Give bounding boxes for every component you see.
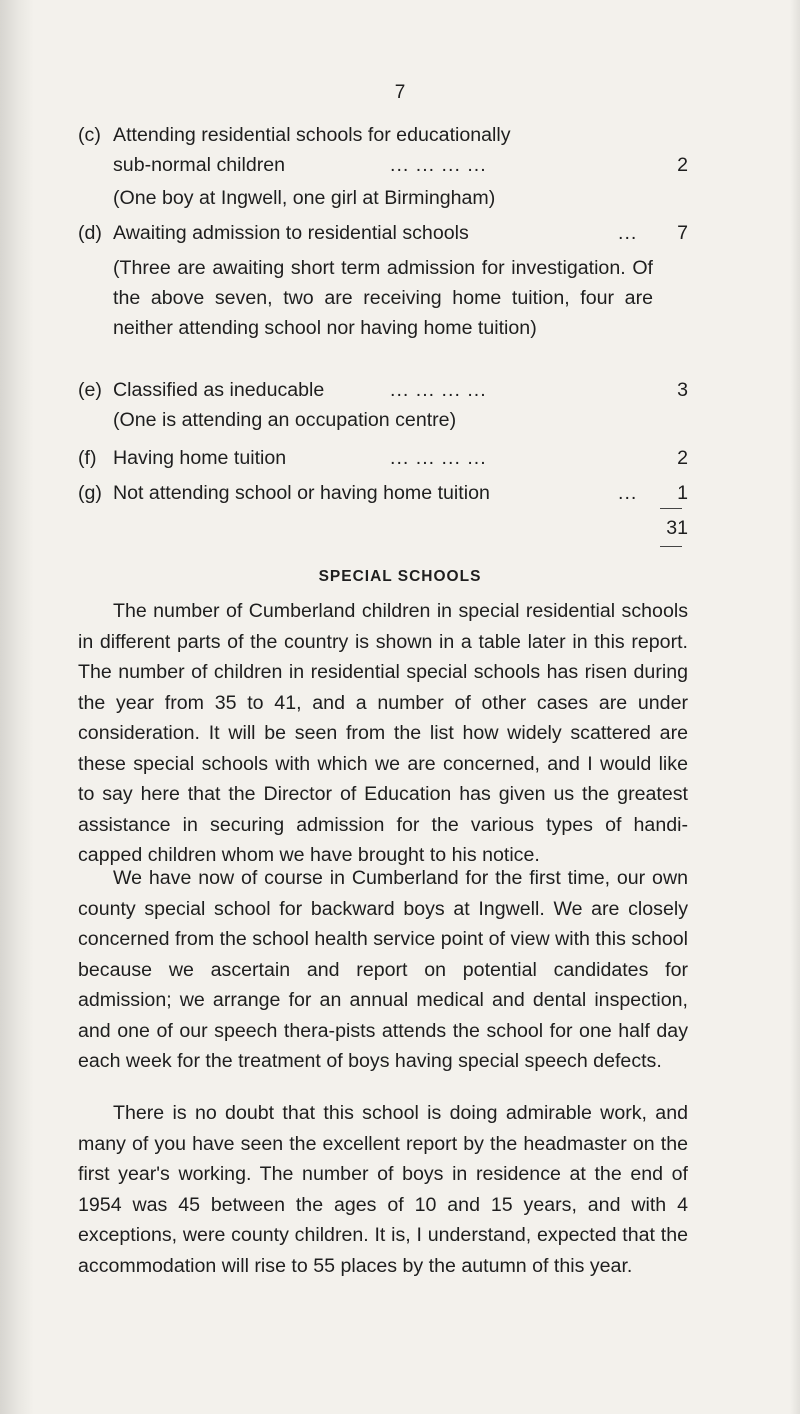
list-item-c: [78, 120, 688, 180]
page-edge-shadow-right: [790, 0, 800, 1414]
item-label: Attending residential schools for educationally: [113, 124, 511, 146]
list-item-f: [78, 443, 688, 473]
item-label: Classified as ineducable: [113, 379, 325, 401]
item-letter: (d): [78, 222, 102, 244]
leader-dots: ... ... ... ...: [390, 379, 487, 401]
paragraph: We have now of course in Cumberland for the first time, our own county special school for backward boys at Ingwell. We are closely concerned from the school health service point of view with this school because we ascertain and report on potential candidates for admission; we arrange for an annual medical and dental inspection, and one of our speech thera-pists attends the school for one half day each week for the treatment of boys having special speech defects.: [78, 867, 688, 1072]
total-rule-bottom: [660, 546, 682, 547]
list-item-g: [78, 478, 688, 508]
item-label-continued: sub-normal children: [113, 154, 286, 176]
paragraph: There is no doubt that this school is doing admirable work, and many of you have seen the excellent report by the headmaster on the first year's working. The number of boys in residence at the end of 1954 was 45 between the ages of 10 and 15 years, and with 4 exceptions, were county children. It is, I understand, expected that the accommodation will rise to 55 places by the autumn of this year.: [78, 1102, 688, 1277]
item-count: 2: [677, 447, 688, 469]
total-rule-top: [660, 508, 682, 509]
item-count: 3: [677, 379, 688, 401]
item-letter: (e): [78, 379, 102, 401]
item-note: (One boy at Ingwell, one girl at Birmingham): [113, 187, 496, 209]
item-count: 7: [677, 222, 688, 244]
leader-dots: ...: [618, 222, 638, 244]
list-item-e: [78, 375, 688, 405]
list-item-d: [78, 218, 688, 248]
section-heading: SPECIAL SCHOOLS: [318, 568, 482, 585]
item-letter: (c): [78, 124, 101, 146]
paragraph: The number of Cumberland children in special residential schools in different parts of the country is shown in a table later in this report. The number of children in residential special schools has risen during the year from 35 to 41, and a number of other cases are under consideration. It will be seen from the list how widely scattered are these special schools with which we are concerned, and I would like to say here that the Director of Education has given us the greatest assistance in securing admission for the various types of handi-capped children whom we have brought to his notice.: [78, 600, 688, 866]
item-note: (One is attending an occupation centre): [113, 409, 457, 431]
leader-dots: ...: [618, 482, 638, 504]
item-note: (Three are awaiting short term admission for investigation. Of the above seven, two are receiving home tuition, four are neither attending school nor having home tuition): [113, 257, 653, 339]
item-letter: (g): [78, 482, 102, 504]
total-count: 31: [666, 517, 688, 539]
item-letter: (f): [78, 447, 97, 469]
item-label: Having home tuition: [113, 447, 287, 469]
item-count: 2: [677, 154, 688, 176]
leader-dots: ... ... ... ...: [390, 447, 487, 469]
item-count: 1: [677, 482, 688, 504]
page-edge-shadow: [0, 0, 34, 1414]
item-label: Awaiting admission to residential schools: [113, 222, 469, 244]
item-label: Not attending school or having home tuition: [113, 482, 490, 504]
leader-dots: ... ... ... ...: [390, 154, 487, 176]
page-number: 7: [394, 82, 406, 103]
